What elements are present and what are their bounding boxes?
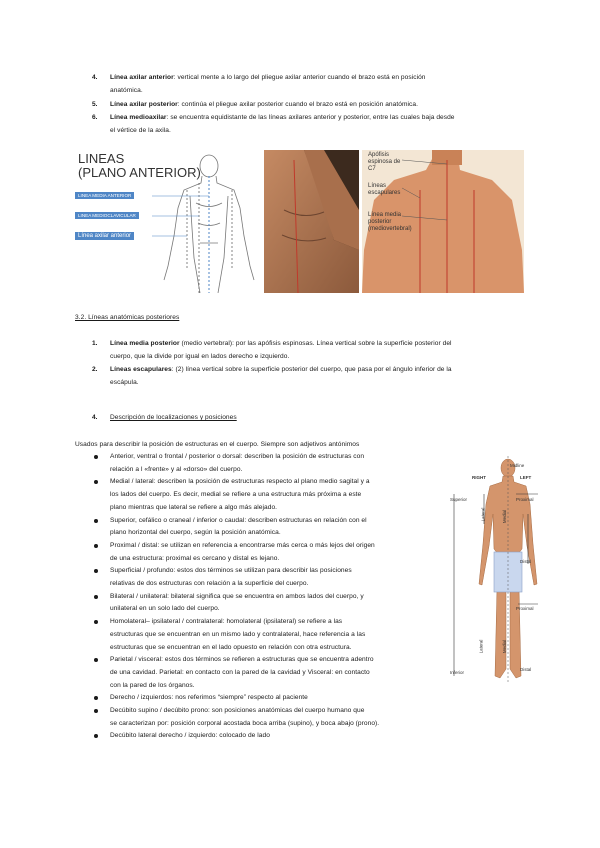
- label-proximal-top: Proximal: [516, 497, 534, 502]
- label-linea-media-anterior: LINEA MEDIA ANTERIOR: [75, 192, 134, 199]
- bullet-line: estructuras que se encuentran en el lado opuesto en relación con otra estructura.: [110, 643, 352, 651]
- axilla-photo-illustration: [264, 150, 359, 293]
- bullet-line: con la pared de los órganos.: [110, 681, 195, 689]
- bullet-line: de una cavidad. Parietal: en contacto con la pared de la cavidad y Visceral: en contacto: [110, 668, 370, 676]
- list-item-cont: escápula.: [110, 379, 139, 386]
- bullet-dot: [94, 658, 98, 662]
- section-intro: Usados para describir la posición de estructuras en el cuerpo. Siempre son adjetivos antónimos: [75, 441, 360, 448]
- bullet-line: plano horizontal del cuerpo, según la posición anatómica.: [110, 529, 281, 537]
- list-number: 1.: [92, 340, 98, 347]
- bullet-line: estructuras que se encuentran en un mismo lado y contralateral, hace referencia a las: [110, 630, 366, 638]
- bullet-line: Anterior, ventral o frontal / posterior o dorsal: describen la posición de estructuras con: [110, 453, 365, 460]
- bullet-dot: [94, 480, 98, 484]
- list-item-cont: el vértice de la axila.: [110, 127, 171, 134]
- bullet-line: Decúbito supino / decúbito prono: son posiciones anatómicas del cuerpo humano que: [110, 707, 365, 714]
- label-inferior: Inferior: [450, 670, 465, 675]
- list-item: Línea medioaxilar: se encuentra equidistante de las líneas axilares anterior y posterior, entre las cuales baja desde: [110, 114, 455, 121]
- bullet-line: Parietal / visceral: estos dos términos se refieren a estructuras que se encuentra adentro: [110, 656, 374, 664]
- list-number: 2.: [92, 366, 98, 373]
- label-proximal-bottom: Proximal: [516, 606, 534, 611]
- list-number: 4.: [92, 414, 98, 421]
- bullet-dot: [94, 620, 98, 624]
- bullet-dot: [94, 519, 98, 523]
- label-distal-bottom: Distal: [520, 667, 532, 672]
- label-distal-top: Distal: [520, 559, 532, 564]
- label-lateral-bottom: Lateral: [478, 639, 484, 654]
- bullet-dot: [94, 569, 98, 573]
- label-midline: Midline: [510, 463, 525, 468]
- figure-title: LINEAS: [78, 151, 125, 166]
- bullet-line: Homolateral– ipsilateral / contralateral: homolateral (ipsilateral) se refiere a las: [110, 618, 343, 626]
- list-item: Línea media posterior (medio vertebral): por las apófisis espinosas. Línea vertical sobre la superficie posterior del: [110, 340, 452, 347]
- bullet-line: Superficial / profundo: estos dos términos se utilizan para describir las posiciones: [110, 567, 352, 575]
- section-heading: Descripción de localizaciones y posiciones: [110, 414, 237, 421]
- bullet-line: Bilateral / unilateral: bilateral significa que se encuentra en ambos lados del cuerpo, y: [110, 592, 364, 600]
- label-lateral-top: Lateral: [480, 507, 486, 522]
- list-item-cont: cuerpo, que la divide por igual en lados derecho e izquierdo.: [110, 353, 290, 360]
- figure-posterior-back: [362, 150, 524, 293]
- label-medial-bottom: Medial: [502, 639, 508, 654]
- list-number: 5.: [92, 101, 98, 108]
- anterior-body-illustration: [72, 148, 262, 293]
- bullet-line: los lados del cuerpo. Es decir, medial se refiere a una estructura más próxima a este: [110, 491, 362, 499]
- bullet-line: Superior, cefálico o craneal / inferior o caudal: describen estructuras en relación con el: [110, 516, 367, 524]
- label-linea-medioclavicular: LINEA MEDIOCLAVICULAR: [75, 212, 139, 219]
- bullet-dot: [94, 696, 98, 700]
- body-position-illustration: [448, 454, 540, 682]
- bullet-line: relativas de dos estructuras con relación a la superficie del cuerpo.: [110, 580, 309, 587]
- bullet-line: plano mientras que lateral se refiere a algo más alejado.: [110, 503, 278, 511]
- label-medial: Medial: [502, 509, 508, 524]
- bullet-dot: [94, 455, 98, 459]
- list-number: 6.: [92, 114, 98, 121]
- list-item: Líneas escapulares: (2) línea vertical sobre la superficie posterior del cuerpo, que pasa por el ángulo inferior de la: [110, 366, 452, 373]
- figure-anatomical-position: [448, 454, 540, 682]
- bullet-dot: [94, 709, 98, 713]
- list-item: Línea axilar posterior: continúa el pliegue axilar posterior cuando el brazo está en posición anatómica.: [110, 101, 418, 108]
- label-lineas-escapulares: Líneas escapulares: [368, 183, 401, 196]
- bullet-dot: [94, 544, 98, 548]
- section-heading: 3.2. Líneas anatómicas posteriores: [75, 314, 180, 321]
- bullet-line: de una estructura: proximal es cercano y distal es lejano.: [110, 554, 280, 562]
- label-right: RIGHT: [472, 475, 486, 480]
- list-number: 4.: [92, 74, 98, 81]
- bullet-line: relación a l «frente» y al «dorso» del cuerpo.: [110, 465, 243, 473]
- label-apofisis: Apófisis espinosa de C7: [368, 152, 401, 172]
- label-superior: Superior: [450, 497, 468, 502]
- bullet-line: Derecho / izquierdos: nos referimos “siempre” respecto al paciente: [110, 694, 308, 702]
- list-item: Línea axilar anterior: vertical mente a lo largo del pliegue axilar anterior cuando el brazo está en posición: [110, 74, 426, 81]
- bullet-line: Medial / lateral: describen la posición de estructuras respecto al plano medio sagital y a: [110, 478, 370, 486]
- bullet-dot: [94, 595, 98, 599]
- label-linea-media-posterior: Línea media posterior (mediovertebral): [368, 212, 412, 232]
- bullet-dot: [94, 734, 98, 738]
- figure-axillary-photo: [264, 150, 359, 293]
- label-linea-axilar-anterior: Línea axilar anterior: [75, 232, 134, 240]
- bullet-line: se caracterizan por: posición corporal acostada boca arriba (supino), y boca abajo (prono).: [110, 719, 380, 727]
- bullet-line: Decúbito lateral derecho / izquierdo: colocado de lado: [110, 732, 270, 740]
- figure-anterior-lines: [72, 148, 262, 293]
- list-item-cont: anatómica.: [110, 87, 143, 94]
- bullet-line: Proximal / distal: se utilizan en referencia a encontrarse más cerca o más lejos del origen: [110, 541, 375, 549]
- label-left: LEFT: [520, 475, 532, 480]
- figure-subtitle: (PLANO ANTERIOR): [78, 165, 201, 180]
- bullet-line: unilateral en un solo lado del cuerpo.: [110, 605, 220, 613]
